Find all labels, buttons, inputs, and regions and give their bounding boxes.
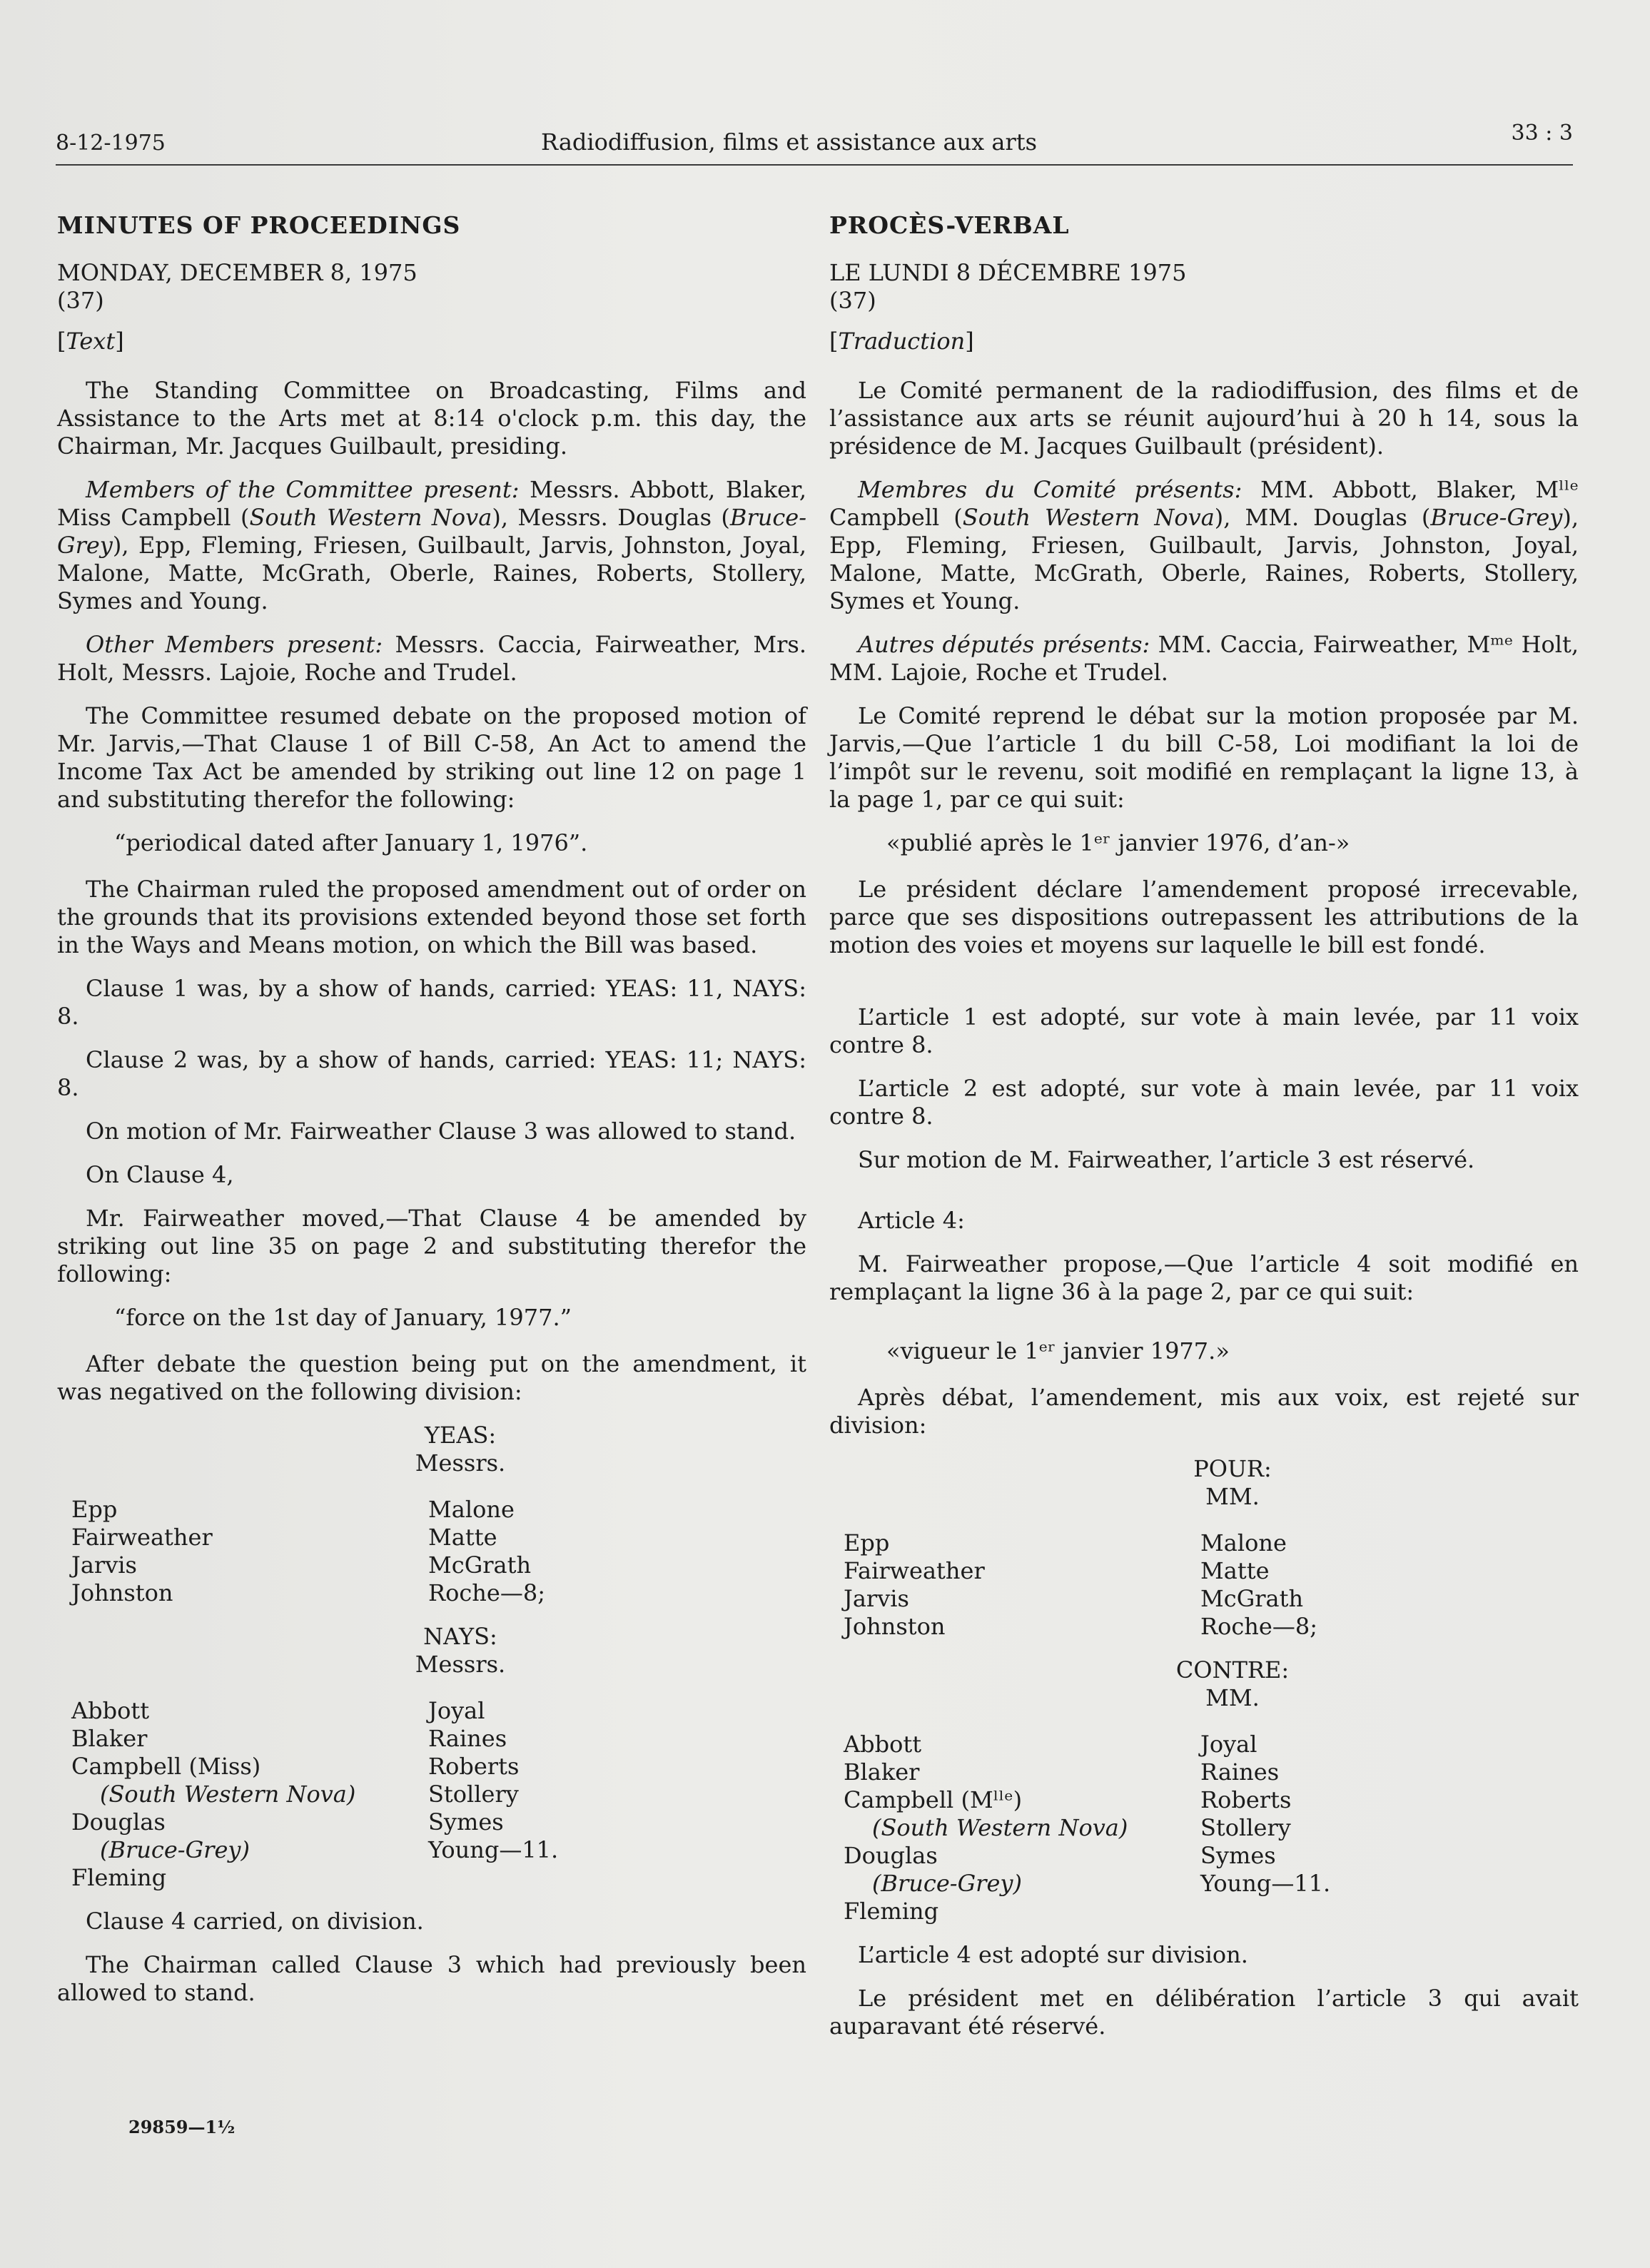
header-title: Radiodiffusion, films et assistance aux arts bbox=[541, 128, 1038, 156]
heading-proces-verbal: PROCÈS-VERBAL bbox=[829, 211, 1070, 239]
meeting-date-fr: LE LUNDI 8 DÉCEMBRE 1975 bbox=[829, 259, 1187, 286]
list-item: Joyal bbox=[428, 1697, 485, 1724]
clause-2-vote-fr: L’article 2 est adopté, sur vote à main levée, par 11 voix contre 8. bbox=[829, 1075, 1579, 1130]
english-column bbox=[57, 211, 806, 2023]
list-item: Fairweather bbox=[71, 1524, 213, 1551]
meeting-date: MONDAY, DECEMBER 8, 1975 bbox=[57, 259, 417, 286]
clause-4-carried: Clause 4 carried, on division. bbox=[86, 1908, 424, 1935]
list-item: Stollery bbox=[1200, 1814, 1291, 1841]
heading-minutes: MINUTES OF PROCEEDINGS bbox=[57, 211, 461, 239]
list-item: (Bruce-Grey) bbox=[872, 1870, 1022, 1897]
list-item: Raines bbox=[1200, 1758, 1280, 1786]
list-item: Epp bbox=[844, 1529, 890, 1556]
contre-list bbox=[844, 1731, 1579, 1925]
members-present: Members of the Committee present: Messrs. Abbott, Blaker, Miss Campbell (South Western Nova), Messrs. Douglas (Bruce-Grey), Epp, Fleming, Friesen, Guilbault, Jarvis, Johnston, Joyal, Malone, Matte, McGrath, Oberle, Raines, Roberts, Stollery, Symes and Young. bbox=[57, 476, 807, 614]
list-item: Matte bbox=[1200, 1557, 1270, 1584]
fairweather-motion: Mr. Fairweather moved,—That Clause 4 be amended by striking out line 35 on page 2 and substituting therefor the following: bbox=[57, 1205, 806, 1287]
text-tag: [Text] bbox=[57, 328, 124, 355]
running-header bbox=[56, 121, 1573, 166]
list-item: Jarvis bbox=[844, 1585, 909, 1612]
members-present-fr: Membres du Comité présents: MM. Abbott, Blaker, Mˡˡᵉ Campbell (South Western Nova), MM. Douglas (Bruce-Grey), Epp, Fleming, Friesen, Guilbault, Jarvis, Johnston, Joyal, Malone, Matte, McGrath, Oberle, Raines, Roberts, Stollery, Symes et Young. bbox=[829, 476, 1579, 614]
clause-1-vote: Clause 1 was, by a show of hands, carried: YEAS: 11, NAYS: 8. bbox=[57, 975, 806, 1030]
opening-paragraph: The Standing Committee on Broadcasting, Films and Assistance to the Arts met at 8:14 o'clock p.m. this day, the Chairman, Mr. Jacques Guilbault, presiding. bbox=[57, 377, 806, 460]
list-item: (South Western Nova) bbox=[872, 1814, 1128, 1841]
list-item: (Bruce-Grey) bbox=[100, 1836, 250, 1863]
list-item: Roberts bbox=[1200, 1786, 1292, 1813]
page-number: 33 : 3 bbox=[1511, 121, 1573, 146]
list-item: Abbott bbox=[71, 1697, 150, 1724]
list-item: Malone bbox=[1200, 1529, 1287, 1556]
list-item: Roche—8; bbox=[1200, 1613, 1317, 1640]
list-item: Abbott bbox=[844, 1731, 922, 1758]
list-item: Fleming bbox=[71, 1864, 167, 1891]
pour-list bbox=[844, 1529, 1579, 1641]
yeas-heading: YEAS: Messrs. bbox=[415, 1422, 506, 1477]
meeting-number: (37) bbox=[57, 287, 104, 314]
amendment-quote-2-fr: «vigueur le 1ᵉʳ janvier 1977.» bbox=[886, 1337, 1230, 1365]
list-item: Roche—8; bbox=[428, 1579, 545, 1606]
traduction-tag: [Traduction] bbox=[829, 328, 974, 355]
after-debate-fr: Après débat, l’amendement, mis aux voix, est rejeté sur division: bbox=[829, 1384, 1579, 1439]
clause-2-vote: Clause 2 was, by a show of hands, carried: YEAS: 11; NAYS: 8. bbox=[57, 1046, 806, 1101]
list-item: McGrath bbox=[1200, 1585, 1304, 1612]
list-item bbox=[1200, 1898, 1557, 1925]
other-members: Other Members present: Messrs. Caccia, Fairweather, Mrs. Holt, Messrs. Lajoie, Roche and Trudel. bbox=[57, 631, 806, 686]
list-item: Fleming bbox=[844, 1898, 939, 1925]
meeting-number-fr: (37) bbox=[829, 287, 876, 314]
list-item: Johnston bbox=[844, 1613, 946, 1640]
list-item: Stollery bbox=[428, 1781, 519, 1808]
yeas-list bbox=[71, 1496, 806, 1607]
amendment-quote-1: “periodical dated after January 1, 1976”. bbox=[114, 829, 588, 856]
amendment-quote-1-fr: «publié après le 1ᵉʳ janvier 1976, d’an-» bbox=[886, 829, 1350, 856]
list-item: Joyal bbox=[1200, 1731, 1257, 1758]
list-item: Matte bbox=[428, 1524, 497, 1551]
clause-4-carried-fr: L’article 4 est adopté sur division. bbox=[858, 1941, 1248, 1968]
french-column bbox=[829, 211, 1579, 2056]
chairman-called-clause-3: The Chairman called Clause 3 which had previously been allowed to stand. bbox=[57, 1951, 806, 2006]
list-item: Jarvis bbox=[71, 1551, 137, 1579]
list-item: Young—11. bbox=[1200, 1870, 1331, 1897]
list-item: Epp bbox=[71, 1496, 118, 1523]
list-item: Raines bbox=[428, 1725, 507, 1752]
list-item: Symes bbox=[1200, 1842, 1276, 1869]
list-item: (South Western Nova) bbox=[100, 1781, 356, 1808]
list-item: Douglas bbox=[71, 1808, 166, 1836]
clause-1-vote-fr: L’article 1 est adopté, sur vote à main levée, par 11 voix contre 8. bbox=[829, 1003, 1579, 1058]
contre-heading: CONTRE: MM. bbox=[1175, 1656, 1290, 1711]
opening-paragraph-fr: Le Comité permanent de la radiodiffusion, des films et de l’assistance aux arts se réunit aujourd’hui à 20 h 14, sous la présidence de M. Jacques Guilbault (président). bbox=[829, 377, 1579, 460]
list-item bbox=[428, 1864, 785, 1892]
amendment-quote-2: “force on the 1st day of January, 1977.” bbox=[114, 1304, 572, 1331]
header-date: 8-12-1975 bbox=[56, 131, 166, 156]
on-clause-4-fr: Article 4: bbox=[858, 1207, 965, 1234]
list-item: Roberts bbox=[428, 1753, 520, 1780]
resumed-debate: The Committee resumed debate on the proposed motion of Mr. Jarvis,—That Clause 1 of Bill C-58, An Act to amend the Income Tax Act be amended by striking out line 12 on page 1 and substituting therefor the following: bbox=[57, 702, 806, 813]
other-members-fr: Autres députés présents: MM. Caccia, Fairweather, Mᵐᵉ Holt, MM. Lajoie, Roche et Trudel. bbox=[829, 631, 1579, 686]
list-item: McGrath bbox=[428, 1551, 532, 1579]
list-item: Douglas bbox=[844, 1842, 938, 1869]
list-item: Young—11. bbox=[428, 1836, 559, 1863]
chairman-ruling: The Chairman ruled the proposed amendment out of order on the grounds that its provisions extended beyond those set forth in the Ways and Means motion, on which the Bill was based. bbox=[57, 876, 806, 958]
chairman-called-clause-3-fr: Le président met en délibération l’article 3 qui avait auparavant été réservé. bbox=[829, 1985, 1579, 2040]
nays-heading: NAYS: Messrs. bbox=[415, 1623, 506, 1678]
after-debate: After debate the question being put on the amendment, it was negatived on the following division: bbox=[57, 1350, 806, 1405]
on-clause-4: On Clause 4, bbox=[86, 1161, 234, 1188]
fairweather-motion-fr: M. Fairweather propose,—Que l’article 4 soit modifié en remplaçant la ligne 36 à la page 2, par ce qui suit: bbox=[829, 1250, 1579, 1305]
list-item: Blaker bbox=[844, 1758, 920, 1786]
list-item: Symes bbox=[428, 1808, 504, 1836]
list-item: Fairweather bbox=[844, 1557, 985, 1584]
list-item: Johnston bbox=[71, 1579, 173, 1606]
list-item: Campbell (Miss) bbox=[71, 1753, 261, 1780]
list-item: Malone bbox=[428, 1496, 515, 1523]
chairman-ruling-fr: Le président déclare l’amendement proposé irrecevable, parce que ses dispositions outrepassent les attributions de la motion des voies et moyens sur laquelle le bill est fondé. bbox=[829, 876, 1579, 958]
clause-3-stand: On motion of Mr. Fairweather Clause 3 was allowed to stand. bbox=[86, 1118, 796, 1145]
pour-heading: POUR: MM. bbox=[1193, 1455, 1272, 1510]
print-code: 29859—1½ bbox=[128, 2117, 236, 2137]
list-item: Campbell (Mˡˡᵉ) bbox=[844, 1786, 1023, 1813]
list-item: Blaker bbox=[71, 1725, 148, 1752]
nays-list bbox=[71, 1697, 806, 1892]
resumed-debate-fr: Le Comité reprend le débat sur la motion proposée par M. Jarvis,—Que l’article 1 du bill C-58, Loi modifiant la loi de l’impôt sur le revenu, soit modifié en remplaçant la ligne 13, à la page 1, par ce qui suit: bbox=[829, 702, 1579, 813]
clause-3-stand-fr: Sur motion de M. Fairweather, l’article 3 est réservé. bbox=[858, 1146, 1475, 1173]
